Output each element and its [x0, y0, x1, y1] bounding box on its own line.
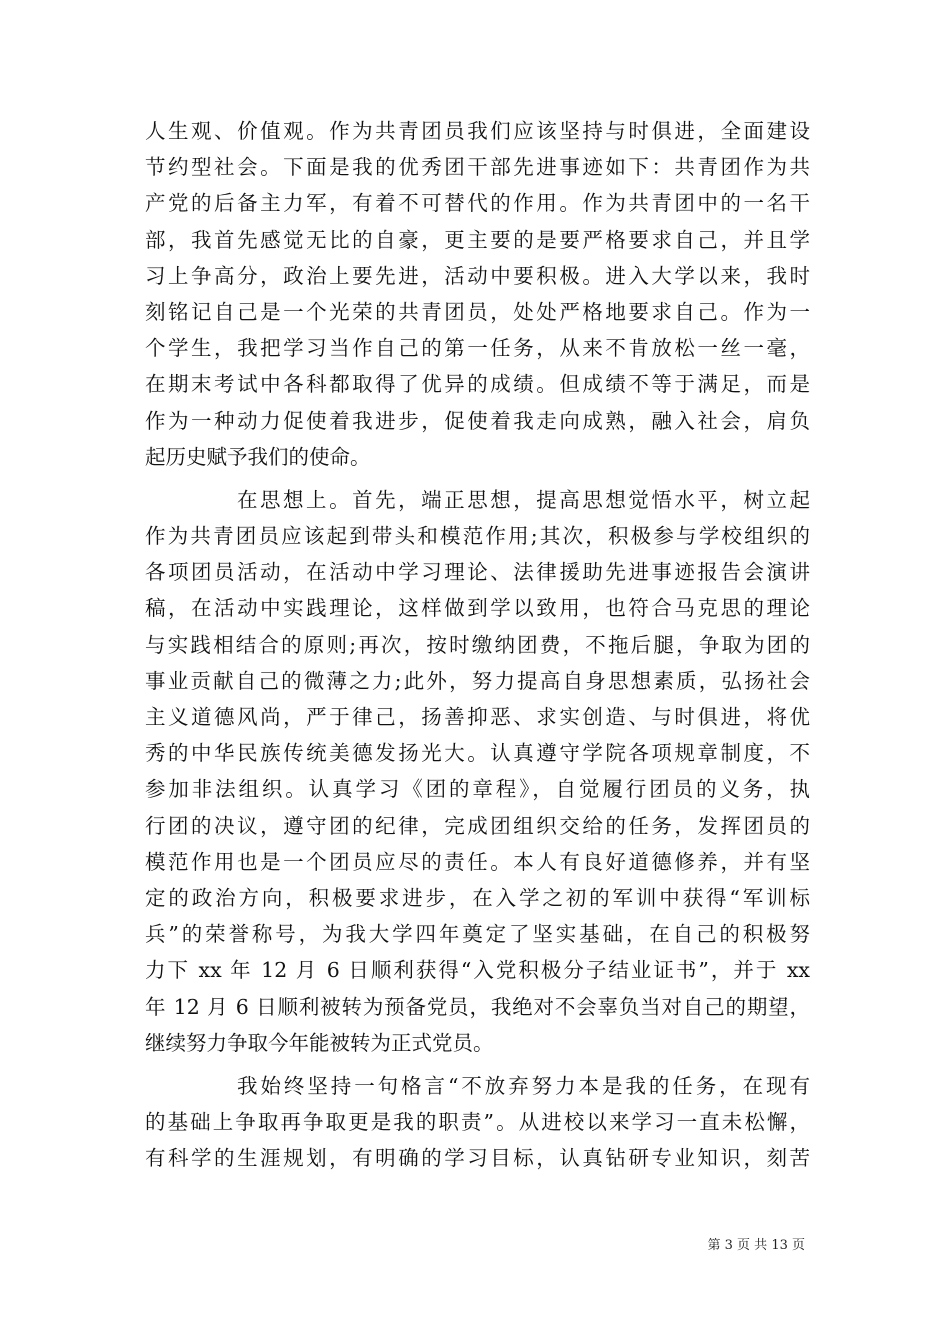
text-line: 产党的后备主力军，有着不可替代的作用。作为共青团中的一名干 [145, 191, 810, 216]
text-line: 力下 xx 年 12 月 6 日顺利获得“入党积极分子结业证书”，并于 xx [145, 958, 810, 983]
text-line: 参加非法组织。认真学习《团的章程》，自觉履行团员的义务，执 [145, 777, 810, 802]
text-line: 有科学的生涯规划，有明确的学习目标，认真钻研专业知识，刻苦 [145, 1146, 810, 1171]
text-line: 年 12 月 6 日顺利被转为预备党员，我绝对不会辜负当对自己的期望， [145, 994, 810, 1019]
text-line: 我始终坚持一句格言“不放弃努力本是我的任务，在现有 [237, 1073, 810, 1098]
text-line: 的基础上争取再争取更是我的职责”。从进校以来学习一直未松懈， [145, 1110, 810, 1135]
text-line: 兵”的荣誉称号，为我大学四年奠定了坚实基础，在自己的积极努 [145, 922, 810, 947]
paragraph-p3 [145, 1068, 810, 1177]
paragraph-gap [145, 1061, 810, 1068]
text-line: 起历史赋予我们的使命。 [145, 444, 371, 469]
text-line: 主义道德风尚，严于律己，扬善抑恶、求实创造、与时俱进，将优 [145, 705, 810, 729]
text-line: 刻铭记自己是一个光荣的共青团员，处处严格地要求自己。作为一 [145, 299, 810, 324]
text-line: 习上争高分，政治上要先进，活动中要积极。进入大学以来，我时 [145, 263, 810, 288]
text-line: 作为共青团员应该起到带头和模范作用;其次，积极参与学校组织的 [145, 524, 810, 549]
page-number: 第 3 页 共 13 页 [707, 1238, 805, 1253]
text-line: 部，我首先感觉无比的自豪，更主要的是要严格要求自己，并且学 [145, 227, 810, 252]
text-line: 与实践相结合的原则;再次，按时缴纳团费，不拖后腿，争取为团的 [145, 632, 810, 657]
paragraph-gap [145, 475, 810, 482]
text-line: 模范作用也是一个团员应尽的责任。本人有良好道德修养，并有坚 [145, 849, 810, 874]
paragraph-p2 [145, 482, 810, 1061]
text-line: 事业贡献自己的微薄之力;此外，努力提高自身思想素质，弘扬社会 [145, 668, 810, 693]
text-line: 节约型社会。下面是我的优秀团干部先进事迹如下：共青团作为共 [145, 155, 810, 180]
text-line: 秀的中华民族传统美德发扬光大。认真遵守学院各项规章制度，不 [145, 741, 810, 766]
text-line: 行团的决议，遵守团的纪律，完成团组织交给的任务，发挥团员的 [145, 813, 810, 838]
text-line: 在思想上。首先，端正思想，提高思想觉悟水平，树立起 [237, 487, 810, 512]
text-line: 在期末考试中各科都取得了优异的成绩。但成绩不等于满足，而是 [145, 372, 810, 397]
body-text [145, 113, 810, 1176]
text-line: 稿，在活动中实践理论，这样做到学以致用，也符合马克思的理论 [145, 596, 810, 621]
paragraph-p1 [145, 113, 810, 475]
text-line: 继续努力争取今年能被转为正式党员。 [145, 1030, 494, 1055]
text-line: 定的政治方向，积极要求进步，在入学之初的军训中获得“军训标 [145, 885, 810, 910]
text-line: 个学生，我把学习当作自己的第一任务，从来不肯放松一丝一毫， [145, 336, 810, 361]
text-line: 作为一种动力促使着我进步，促使着我走向成熟，融入社会，肩负 [145, 408, 810, 433]
text-line: 人生观、价值观。作为共青团员我们应该坚持与时俱进，全面建设 [145, 119, 810, 143]
text-line: 各项团员活动，在活动中学习理论、法律援助先进事迹报告会演讲 [145, 560, 810, 585]
